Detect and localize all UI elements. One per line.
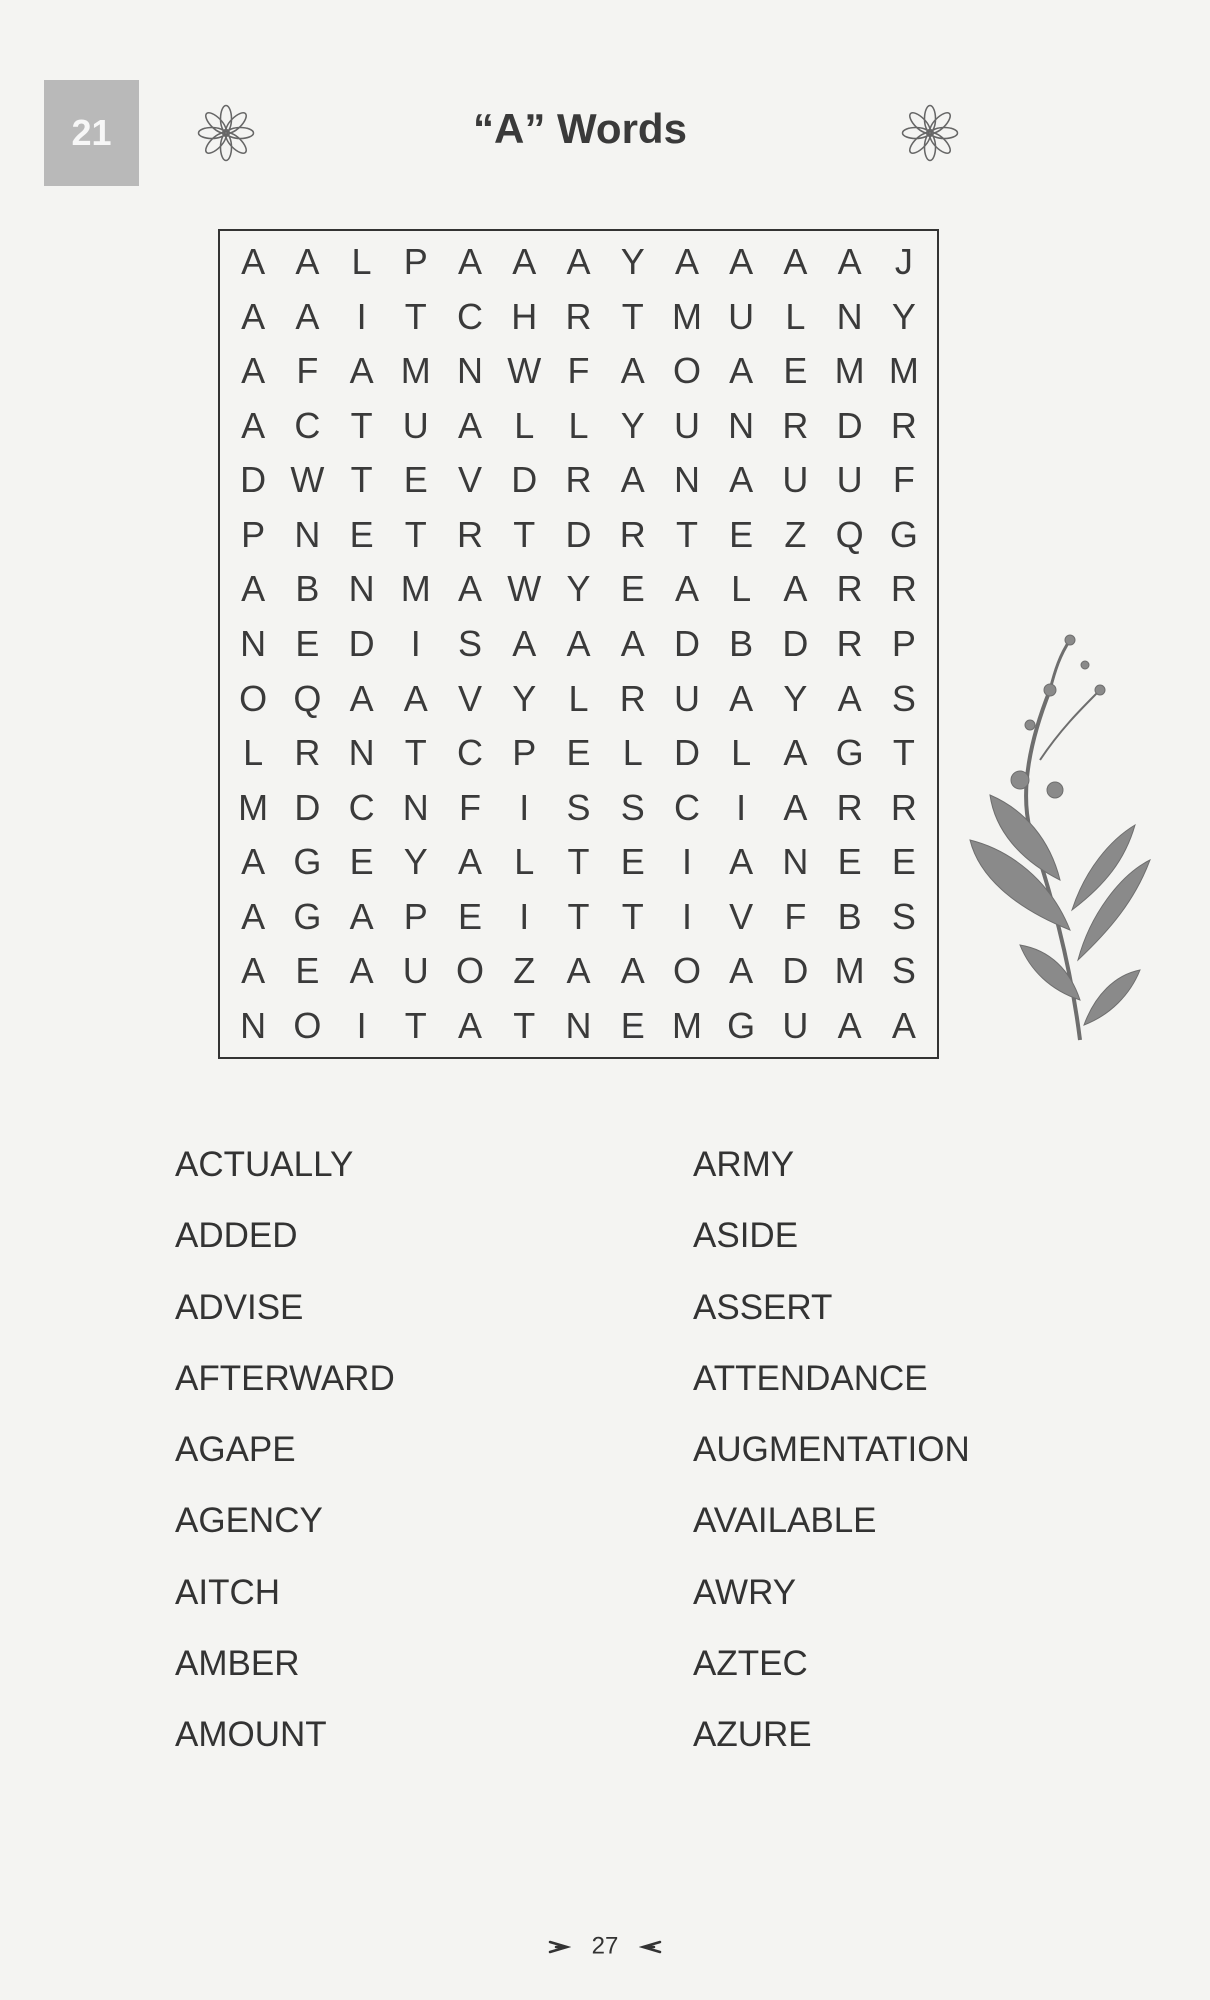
grid-letter: A — [349, 677, 374, 719]
grid-letter: D — [782, 950, 809, 992]
grid-letter: L — [514, 841, 535, 883]
grid-letter: B — [837, 895, 862, 937]
grid-letter: F — [892, 459, 915, 501]
grid-letter: C — [348, 786, 375, 828]
grid-letter: R — [565, 459, 592, 501]
grid-letter: I — [356, 295, 367, 337]
grid-letter: C — [457, 295, 484, 337]
word-list-item: AMBER — [175, 1644, 300, 1684]
grid-letter: U — [782, 1004, 809, 1046]
grid-letter: M — [671, 1004, 702, 1046]
grid-letter: O — [672, 950, 701, 992]
flower-icon — [193, 100, 259, 166]
grid-letter: E — [349, 513, 374, 555]
grid-letter: A — [783, 732, 808, 774]
grid-letter: A — [241, 568, 266, 610]
grid-letter: A — [891, 1004, 916, 1046]
grid-letter: T — [404, 1004, 427, 1046]
page-title: “A” Words — [473, 105, 687, 152]
grid-letter: R — [294, 732, 321, 774]
grid-letter: A — [783, 568, 808, 610]
grid-letter: A — [458, 1004, 483, 1046]
grid-letter: N — [348, 568, 375, 610]
grid-letter: A — [620, 950, 645, 992]
floral-branch-illustration — [960, 630, 1160, 1050]
grid-letter: L — [622, 732, 643, 774]
word-list-item: AGENCY — [175, 1501, 323, 1541]
grid-letter: P — [403, 241, 428, 283]
grid-letter: R — [890, 786, 917, 828]
grid-letter: A — [729, 841, 754, 883]
grid-letter: R — [836, 786, 863, 828]
grid-letter: A — [241, 404, 266, 446]
grid-letter: T — [404, 513, 427, 555]
grid-letter: G — [835, 732, 864, 774]
grid-letter: A — [241, 895, 266, 937]
grid-letter: W — [507, 568, 542, 610]
grid-letter: G — [727, 1004, 756, 1046]
grid-letter: I — [356, 1004, 367, 1046]
word-list-item: AFTERWARD — [175, 1358, 395, 1398]
grid-letter: N — [836, 295, 863, 337]
grid-letter: A — [241, 350, 266, 392]
grid-letter: N — [402, 786, 429, 828]
grid-letter: A — [458, 404, 483, 446]
grid-letter: N — [348, 732, 375, 774]
grid-letter: A — [783, 786, 808, 828]
grid-letter: L — [568, 677, 589, 719]
word-list-item: ARMY — [693, 1145, 795, 1184]
grid-letter: T — [892, 732, 915, 774]
grid-letter: R — [457, 513, 484, 555]
grid-letter: T — [513, 1004, 536, 1046]
word-list-left — [175, 1140, 395, 1782]
grid-letter: A — [620, 622, 645, 664]
grid-letter: P — [241, 513, 266, 555]
grid-letter: A — [729, 459, 754, 501]
grid-letter: R — [619, 677, 646, 719]
grid-letter: M — [671, 295, 702, 337]
grid-letter: T — [513, 513, 536, 555]
grid-letter: Y — [403, 841, 428, 883]
grid-letter: A — [566, 241, 591, 283]
word-list-item: AITCH — [175, 1572, 280, 1612]
grid-letter: A — [241, 295, 266, 337]
grid-letter: C — [457, 732, 484, 774]
grid-letter: N — [240, 1004, 267, 1046]
grid-letter: M — [888, 350, 919, 392]
grid-letter: R — [890, 404, 917, 446]
word-list-item: ADDED — [175, 1216, 298, 1256]
grid-letter: G — [293, 841, 322, 883]
grid-letter: J — [894, 241, 913, 283]
word-list-item: AUGMENTATION — [693, 1430, 970, 1470]
grid-letter: U — [673, 677, 700, 719]
grid-letter: O — [239, 677, 268, 719]
grid-letter: E — [729, 513, 754, 555]
grid-letter: I — [519, 786, 530, 828]
grid-letter: A — [241, 241, 266, 283]
grid-letter: A — [729, 350, 754, 392]
grid-letter: A — [458, 241, 483, 283]
grid-letter: P — [512, 732, 537, 774]
grid-letter: U — [782, 459, 809, 501]
grid-letter: F — [567, 350, 590, 392]
grid-letter: L — [731, 568, 752, 610]
grid-letter: T — [404, 732, 427, 774]
grid-letter: Z — [513, 950, 536, 992]
grid-letter: M — [834, 950, 865, 992]
grid-letter: L — [351, 241, 372, 283]
grid-letter: A — [295, 295, 320, 337]
grid-letter: A — [566, 622, 591, 664]
grid-letter: U — [836, 459, 863, 501]
word-list-right — [693, 1140, 970, 1782]
grid-letter: A — [241, 841, 266, 883]
grid-letter: D — [565, 513, 592, 555]
ornament-icon — [547, 1935, 571, 1959]
grid-letter: Q — [293, 677, 322, 719]
grid-letter: B — [295, 568, 320, 610]
puzzle-number-badge: 21 — [44, 80, 139, 186]
grid-letter: P — [403, 895, 428, 937]
grid-letter: Y — [566, 568, 591, 610]
flower-icon — [897, 100, 963, 166]
grid-letter: A — [837, 1004, 862, 1046]
grid-letter: I — [410, 622, 421, 664]
word-list-item: ASSERT — [693, 1287, 833, 1327]
grid-letter: A — [729, 950, 754, 992]
grid-letter: R — [782, 404, 809, 446]
grid-letter: E — [566, 732, 591, 774]
grid-letter: Z — [784, 513, 807, 555]
grid-letter: I — [681, 841, 692, 883]
grid-letter: A — [674, 568, 699, 610]
grid-letter: L — [514, 404, 535, 446]
grid-letter: A — [566, 950, 591, 992]
grid-letter: N — [565, 1004, 592, 1046]
grid-letter: Q — [835, 513, 864, 555]
grid-letter: E — [837, 841, 862, 883]
word-list-item: AZTEC — [693, 1644, 808, 1684]
grid-letter: G — [293, 895, 322, 937]
grid-letter: D — [673, 622, 700, 664]
grid-letter: E — [295, 950, 320, 992]
grid-letter: A — [349, 895, 374, 937]
grid-letter: A — [837, 241, 862, 283]
grid-letter: D — [348, 622, 375, 664]
grid-letter: E — [891, 841, 916, 883]
grid-letter: N — [294, 513, 321, 555]
grid-letter: V — [458, 459, 483, 501]
page-footer — [0, 1932, 1210, 1961]
word-list-item: AMOUNT — [175, 1715, 327, 1755]
grid-letter: L — [243, 732, 264, 774]
grid-letter: Y — [783, 677, 808, 719]
grid-letter: T — [404, 295, 427, 337]
grid-letter: T — [621, 295, 644, 337]
grid-letter: I — [519, 895, 530, 937]
grid-letter: F — [784, 895, 807, 937]
grid-letter: T — [621, 895, 644, 937]
grid-letter: A — [403, 677, 428, 719]
grid-letter: C — [673, 786, 700, 828]
grid-letter: A — [241, 950, 266, 992]
grid-letter: D — [782, 622, 809, 664]
grid-letter: M — [238, 786, 269, 828]
grid-letter: M — [400, 568, 431, 610]
grid-letter: A — [620, 350, 645, 392]
word-list-item: AWRY — [693, 1572, 797, 1612]
grid-letter: U — [673, 404, 700, 446]
grid-letter: D — [511, 459, 538, 501]
grid-letter: W — [290, 459, 325, 501]
grid-letter: R — [836, 622, 863, 664]
grid-letter: D — [294, 786, 321, 828]
word-list-item: AZURE — [693, 1715, 812, 1755]
grid-letter: L — [785, 295, 806, 337]
word-list-item: AGAPE — [175, 1430, 296, 1470]
grid-letter: O — [456, 950, 485, 992]
grid-letter: O — [293, 1004, 322, 1046]
grid-letter: I — [736, 786, 747, 828]
grid-letter: U — [402, 404, 429, 446]
grid-letter: F — [459, 786, 482, 828]
grid-letter: L — [731, 732, 752, 774]
grid-letter: T — [350, 459, 373, 501]
grid-letter: E — [295, 622, 320, 664]
grid-letter: B — [729, 622, 754, 664]
grid-letter: H — [511, 295, 538, 337]
grid-letter: E — [403, 459, 428, 501]
grid-letter: E — [620, 1004, 645, 1046]
grid-letter: A — [512, 241, 537, 283]
grid-letter: I — [681, 895, 692, 937]
grid-letter: E — [620, 841, 645, 883]
grid-letter: S — [891, 950, 916, 992]
grid-letter: N — [728, 404, 755, 446]
grid-letter: Y — [512, 677, 537, 719]
grid-letter: W — [507, 350, 542, 392]
grid-letter: A — [729, 677, 754, 719]
grid-letter: Y — [620, 404, 645, 446]
grid-letter: C — [294, 404, 321, 446]
grid-letter: A — [349, 350, 374, 392]
grid-letter: O — [672, 350, 701, 392]
grid-letter: A — [674, 241, 699, 283]
grid-letter: D — [836, 404, 863, 446]
grid-letter: G — [889, 513, 918, 555]
grid-letter: E — [620, 568, 645, 610]
word-list-item: ADVISE — [175, 1287, 304, 1327]
grid-letter: S — [891, 677, 916, 719]
word-list-item: ACTUALLY — [175, 1145, 354, 1184]
grid-letter: F — [296, 350, 319, 392]
grid-letter: A — [620, 459, 645, 501]
grid-letter: L — [568, 404, 589, 446]
grid-letter: N — [782, 841, 809, 883]
grid-letter: T — [567, 841, 590, 883]
word-list-item: ATTENDANCE — [693, 1358, 928, 1398]
grid-letter: E — [783, 350, 808, 392]
page-number: 27 — [591, 1932, 619, 1960]
grid-letter: A — [458, 841, 483, 883]
grid-letter: S — [620, 786, 645, 828]
grid-letter: M — [834, 350, 865, 392]
grid-letter: R — [565, 295, 592, 337]
grid-letter: E — [349, 841, 374, 883]
grid-letter: V — [729, 895, 754, 937]
grid-letter: A — [458, 568, 483, 610]
grid-letter: R — [836, 568, 863, 610]
grid-letter: M — [400, 350, 431, 392]
grid-letter: A — [349, 950, 374, 992]
word-search-grid — [218, 229, 939, 1059]
grid-letter: R — [619, 513, 646, 555]
grid-letter: Y — [620, 241, 645, 283]
grid-letter: T — [350, 404, 373, 446]
grid-letter: T — [567, 895, 590, 937]
grid-letter: R — [890, 568, 917, 610]
grid-letter: V — [458, 677, 483, 719]
grid-letter: E — [458, 895, 483, 937]
grid-letter: D — [673, 732, 700, 774]
grid-letter: D — [240, 459, 267, 501]
grid-letter: A — [837, 677, 862, 719]
grid-letter: N — [457, 350, 484, 392]
grid-letter: T — [675, 513, 698, 555]
grid-letter: A — [295, 241, 320, 283]
grid-letter: U — [402, 950, 429, 992]
word-list-item: AVAILABLE — [693, 1501, 877, 1541]
grid-letter: P — [891, 622, 916, 664]
grid-letter: A — [783, 241, 808, 283]
grid-letter: U — [728, 295, 755, 337]
word-list-item: ASIDE — [693, 1216, 799, 1256]
grid-letter: S — [891, 895, 916, 937]
grid-letter: S — [458, 622, 483, 664]
grid-letter: A — [512, 622, 537, 664]
grid-letter: S — [566, 786, 591, 828]
grid-letter: Y — [891, 295, 916, 337]
grid-letter: N — [240, 622, 267, 664]
ornament-icon — [639, 1935, 663, 1959]
grid-letter: A — [729, 241, 754, 283]
grid-letter: N — [673, 459, 700, 501]
